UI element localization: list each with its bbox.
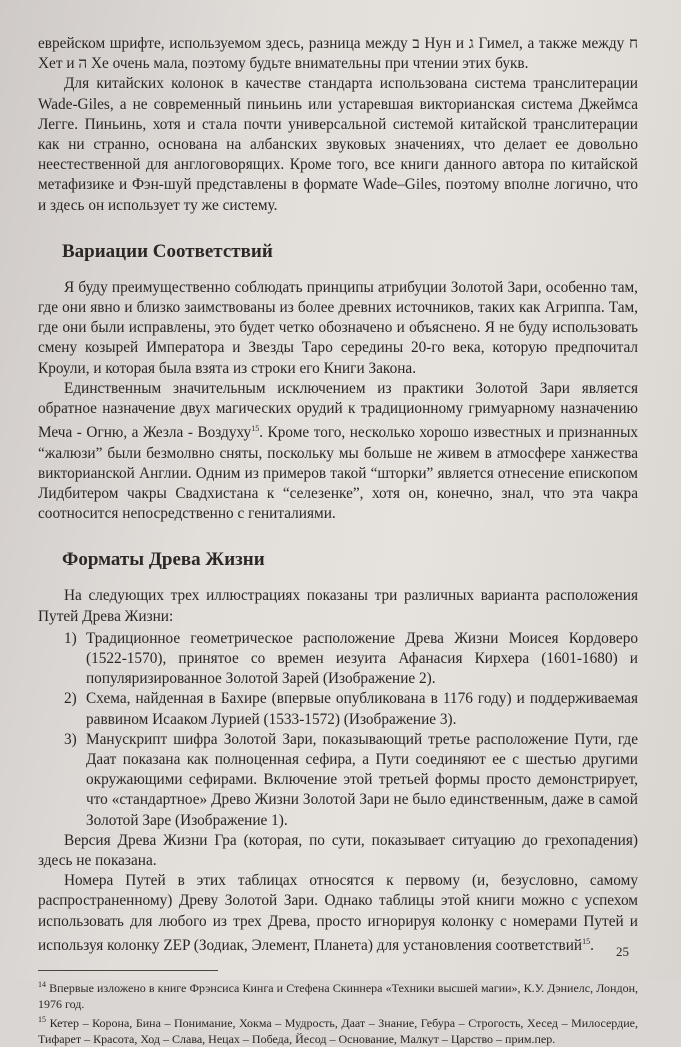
list-item-text: Схема, найденная в Бахире (впервые опубликована в 1176 году) и поддерживаемая раввином Исааком Лурией (1533-1572) (Изображение 3). (86, 690, 638, 728)
footnote-divider (38, 970, 218, 971)
path-numbers-paragraph (38, 871, 638, 956)
variations-paragraph-2-rest: . Кроме того, несколько хорошо известных и признанных “жалюзи” были безмолвно сняты, поскольку мы больше не живем в атмосфере ханжества викторианской Англии. Одним из примеров такой “шторки” является отнесение епископом Лидбитером чакры Свадхистана к “селезенке”, хотя он, конечно, знал, что эта чакра соотносится непосредственно с гениталиями. (38, 424, 638, 523)
list-item (64, 629, 638, 690)
footnote-number: 14 (38, 980, 46, 990)
intro-paragraph-2: Для китайских колонок в качестве стандарта использована система транслитерации Wade-Giles, а не современный пиньинь или устаревшая викторианская система Джеймса Легге. Пиньинь, хотя и стала почти универсальной системой китайской транслитерации как ни странно, основана на албанских звуковых значениях, что делает ее довольно неестественной для англоговорящих. Кроме того, все книги данного автора по китайской метафизике и Фэн-шуй представлены в формате Wade–Giles, поэтому вполне логично, что и здесь он использует ту же систему. (38, 75, 638, 214)
variations-paragraph-2 (38, 379, 638, 525)
gra-version-paragraph: Версия Древа Жизни Гра (которая, по сути, показывает ситуацию до грехопадения) здесь не показана. (38, 831, 638, 869)
path-numbers-text: Номера Путей в этих таблицах относятся к первому (и, безусловно, самому распространенному) Древу Золотой Зари. Однако таблицы этой книги можно с успехом использовать для любого из трех Древа, просто игнорируя колонку с номерами Путей и используя колонку ZEP (Зодиак, Элемент, Планета) для установления соответствий (38, 872, 638, 954)
section-title-variations: Вариации Соответствий (62, 240, 273, 262)
footnote-text: Кетер – Корона, Бина – Понимание, Хокма – Мудрость, Даат – Знание, Гебура – Строгость, Хесед – Милосердие, Тифарет – Красота, Ход – Слава, Нецах – Победа, Йесод – Основание, Малкут – Царство – прим.пер. (38, 1016, 639, 1046)
list-item-text: Традиционное геометрическое расположение Древа Жизни Моисея Кордоверо (1522-1570), принятое со времен иезуита Афанасия Кирхера (1601-1680) и популяризированное Золотой Зарей (Изображение 2). (86, 629, 638, 688)
variations-paragraph-2-text: Единственным значительным исключением из практики Золотой Зари является обратное назначение двух магических орудий к традиционному гримуарному назначению Меча - Огню, а Жезла - Воздуху (38, 379, 638, 442)
tree-formats-list (38, 629, 638, 831)
list-item-text: Манускрипт шифра Золотой Зари, показывающий третье расположение Пути, где Даат показана как полноценная сефира, а Пути соединяют ее с шестью другими окружающими сефирами. Включение этой третьей формы просто демонстрирует, что «стандартное» Древо Жизни Золотой Зари не было единственным, даже в самой Золотой Заре (Изображение 1). (86, 730, 638, 829)
list-item-number: 2) (64, 690, 77, 708)
list-item-number: 3) (64, 730, 77, 748)
list-item-number: 1) (64, 629, 77, 647)
footnote-text: Впервые изложено в книге Фрэнсиса Кинга и Стефена Скиннера «Техники высшей магии», К.У. Дэниелс, Лондон, 1976 год. (38, 981, 639, 1011)
footnote-ref-15: 15 (582, 936, 591, 946)
path-numbers-end: . (590, 936, 594, 954)
footnote-ref-15: 15 (251, 424, 260, 434)
page-content (38, 34, 638, 1047)
footnote-15 (38, 1012, 638, 1047)
variations-paragraph-1: Я буду преимущественно соблюдать принципы атрибуции Золотой Зари, особенно там, где они явно и близко заимствованы из более древних источников, таких как Агриппа. Там, где они были исправлены, это будет четко обозначено и объяснено. Я не буду использовать смену козырей Императора и Звезды Таро середины 20-го века, которую предпочитал Кроули, и которая была взята из строки его Книги Закона. (38, 278, 638, 377)
list-item (64, 689, 638, 729)
footnote-14 (38, 977, 638, 1012)
intro-paragraph-1: еврейском шрифте, используемом здесь, разница между ב Нун и ג Гимел, а также между ח Хет и ה Хе очень мала, поэтому будьте внимательны при чтении этих букв. (38, 35, 638, 73)
section-title-tree-formats: Форматы Древа Жизни (62, 549, 265, 571)
tree-formats-intro: На следующих трех иллюстрациях показаны три различных варианта расположения Путей Древа Жизни: (38, 587, 638, 625)
page-number: 25 (616, 944, 629, 959)
list-item (64, 730, 638, 831)
footnote-number: 15 (38, 1015, 46, 1025)
